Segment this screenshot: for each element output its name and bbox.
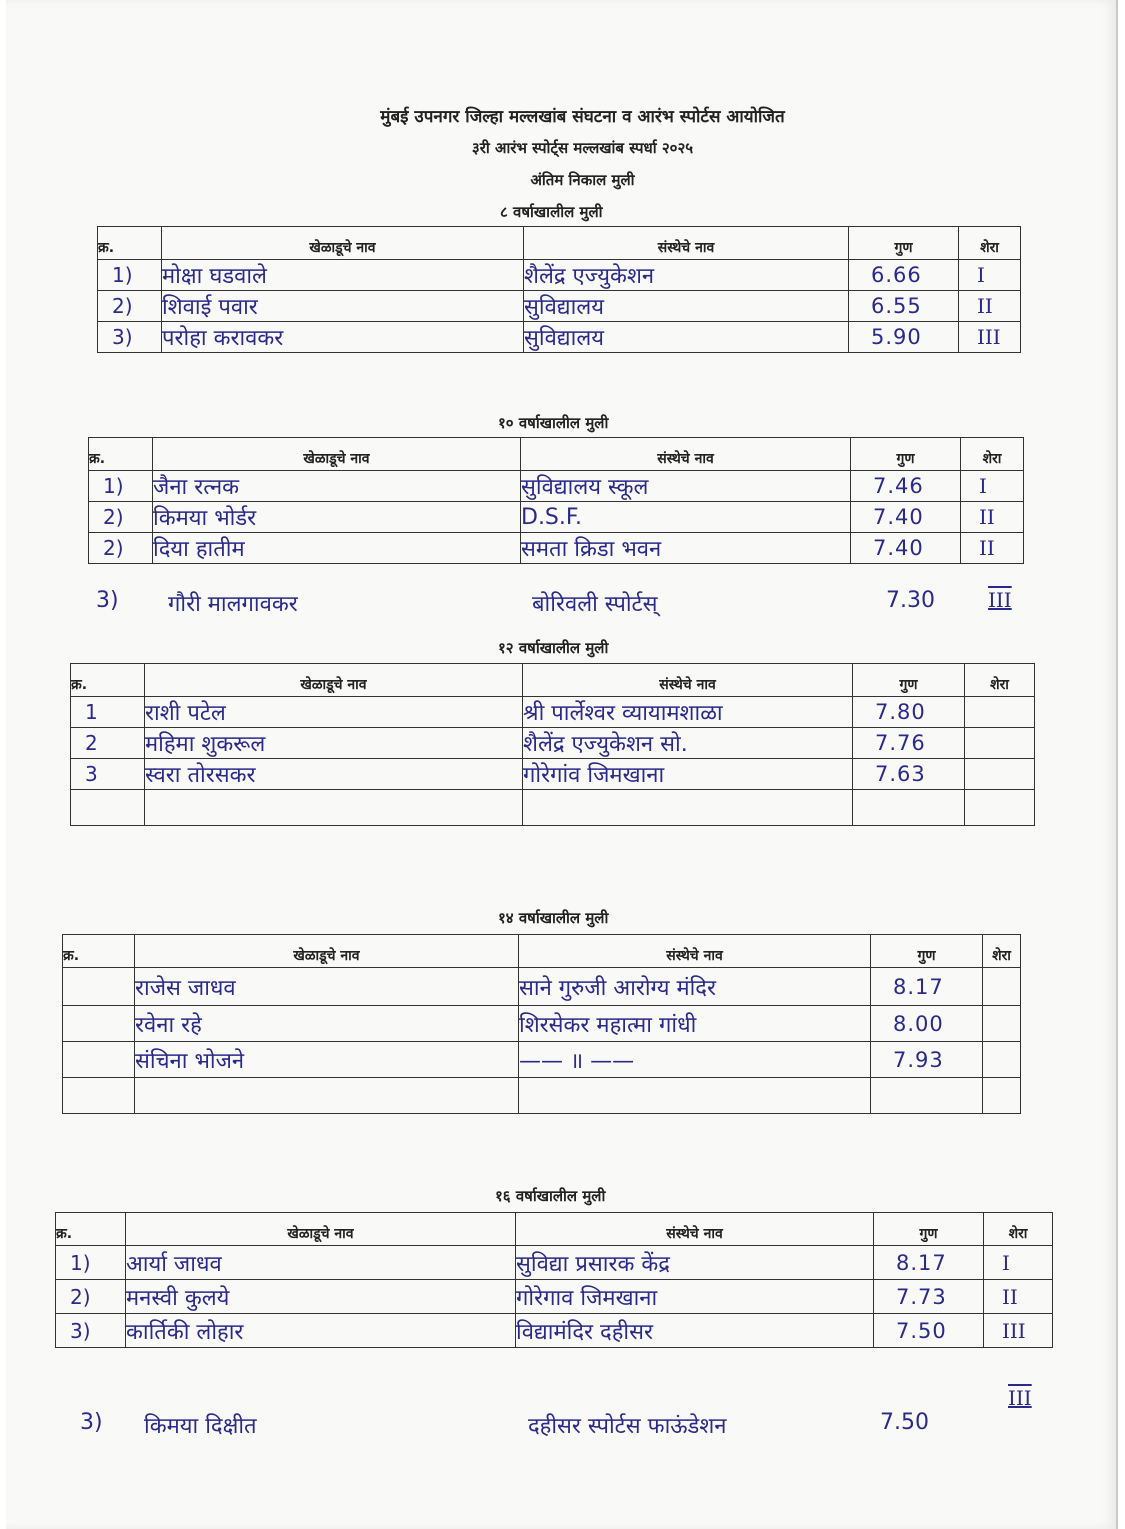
results-table-u12 [70,663,1035,826]
cell-score: 5.90 [849,322,959,353]
extra-entry-u16 [80,1386,1032,1439]
cell-remark: I [959,260,1021,291]
extra-player: किमया दिक्षीत [144,1414,257,1439]
cell-remark [965,759,1035,790]
cell-remark: II [961,533,1024,564]
col-remark: शेरा [984,1213,1053,1246]
cell-institute: गोरेगाव जिमखाना [516,1280,874,1314]
header-competition-line: ३री आरंभ स्पोर्ट्स मल्लखांब स्पर्धा २०२५ [471,139,694,157]
table-row [56,1280,1053,1314]
cell-sr: 1) [89,471,153,502]
table-row [63,1042,1021,1078]
cell-score [853,790,965,826]
col-institute: संस्थेचे नाव [524,227,849,260]
cell-remark [965,728,1035,759]
col-score: गुण [871,935,983,968]
cell-player: स्वरा तोरसकर [145,759,523,790]
extra-score: 7.30 [886,588,935,613]
extra-player: गौरी मालगावकर [168,592,298,617]
cell-score: 7.50 [874,1314,984,1348]
col-remark: शेरा [965,664,1035,697]
cell-institute: सुविद्यालय [524,322,849,353]
cell-institute: विद्यामंदिर दहीसर [516,1314,874,1348]
col-player: खेळाडूचे नाव [153,438,521,471]
table-row [89,502,1024,533]
extra-remark: III [1008,1386,1032,1410]
col-player: खेळाडूचे नाव [135,935,519,968]
cell-sr: 3) [98,322,162,353]
cell-player [135,1078,519,1114]
cell-remark: I [961,471,1024,502]
cell-institute: श्री पार्लेश्वर व्यायामशाळा [523,697,853,728]
cell-remark [965,697,1035,728]
cell-score: 7.63 [853,759,965,790]
cell-score: 7.40 [851,502,961,533]
extra-entry-u10 [96,588,1012,617]
cell-sr: 2) [56,1280,126,1314]
section-title-u16: १६ वर्षाखालील मुली [495,1187,606,1205]
table-header-row [71,664,1035,697]
col-sr: क्र. [71,664,145,697]
cell-remark [983,1042,1021,1078]
section-title-u14: १४ वर्षाखालील मुली [498,909,609,927]
table-row [71,697,1035,728]
table-row [98,291,1021,322]
table-row [56,1314,1053,1348]
cell-remark [983,1006,1021,1042]
cell-score [871,1078,983,1114]
table-header-row [56,1213,1053,1246]
cell-player: मनस्वी कुलये [126,1280,516,1314]
cell-sr: 2 [71,728,145,759]
cell-remark: II [984,1280,1053,1314]
col-sr: क्र. [98,227,162,260]
cell-player: कार्तिकी लोहार [126,1314,516,1348]
results-table-u8 [97,226,1021,353]
col-remark: शेरा [961,438,1024,471]
cell-sr [71,790,145,826]
table-row [98,260,1021,291]
table-header-row [98,227,1021,260]
table-row [56,1246,1053,1280]
table-row [71,728,1035,759]
col-sr: क्र. [63,935,135,968]
cell-institute [519,1078,871,1114]
col-institute: संस्थेचे नाव [523,664,853,697]
cell-remark: III [984,1314,1053,1348]
cell-player: महिमा शुकरूल [145,728,523,759]
col-player: खेळाडूचे नाव [126,1213,516,1246]
col-institute: संस्थेचे नाव [519,935,871,968]
cell-player [145,790,523,826]
col-sr: क्र. [89,438,153,471]
cell-score: 8.17 [874,1246,984,1280]
section-title-u12: १२ वर्षाखालील मुली [498,639,609,657]
cell-institute: शिरसेकर महात्मा गांधी [519,1006,871,1042]
col-score: गुण [853,664,965,697]
table-header-row [63,935,1021,968]
cell-sr [63,968,135,1006]
cell-institute: सुविद्यालय स्कूल [521,471,851,502]
header-organizer-line: मुंबई उपनगर जिल्हा मल्लखांब संघटना व आरंभ स्पोर्टस आयोजित [380,107,785,127]
cell-score: 6.55 [849,291,959,322]
results-table-u10 [88,437,1024,564]
cell-sr [63,1006,135,1042]
col-sr: क्र. [56,1213,126,1246]
col-institute: संस्थेचे नाव [521,438,851,471]
cell-sr: 2) [98,291,162,322]
table-header-row [89,438,1024,471]
table-row [63,1006,1021,1042]
cell-institute: —— ॥ —— [519,1042,871,1078]
cell-sr: 3) [56,1314,126,1348]
cell-remark: II [961,502,1024,533]
cell-score: 8.00 [871,1006,983,1042]
cell-sr: 1 [71,697,145,728]
table-row [71,759,1035,790]
cell-remark: II [959,291,1021,322]
results-table-u16 [55,1212,1053,1348]
cell-remark [965,790,1035,826]
extra-sr: 3) [80,1410,103,1435]
cell-institute: गोरेगांव जिमखाना [523,759,853,790]
cell-institute: समता क्रिडा भवन [521,533,851,564]
extra-remark: III [988,588,1012,612]
cell-player: परोहा करावकर [162,322,524,353]
cell-institute: सुविद्या प्रसारक केंद्र [516,1246,874,1280]
cell-sr: 1) [56,1246,126,1280]
cell-institute: सुविद्यालय [524,291,849,322]
cell-score: 8.17 [871,968,983,1006]
header-result-line: अंतिम निकाल मुली [530,171,635,189]
cell-institute: साने गुरुजी आरोग्य मंदिर [519,968,871,1006]
extra-sr: 3) [96,588,119,613]
table-row [98,322,1021,353]
cell-remark [983,1078,1021,1114]
cell-player: किमया भोर्डर [153,502,521,533]
cell-player: रवेना रहे [135,1006,519,1042]
cell-score: 7.76 [853,728,965,759]
cell-sr: 2) [89,533,153,564]
cell-player: राजेस जाधव [135,968,519,1006]
cell-sr: 3 [71,759,145,790]
cell-player: आर्या जाधव [126,1246,516,1280]
cell-player: संचिना भोजने [135,1042,519,1078]
table-row [89,533,1024,564]
col-score: गुण [874,1213,984,1246]
col-score: गुण [851,438,961,471]
cell-sr: 2) [89,502,153,533]
cell-sr [63,1078,135,1114]
section-title-u10: १० वर्षाखालील मुली [498,414,609,432]
cell-institute: D.S.F. [521,502,851,533]
results-table-u14 [62,934,1021,1114]
cell-player: दिया हातीम [153,533,521,564]
cell-score: 7.46 [851,471,961,502]
cell-institute: शैलेंद्र एज्युकेशन सो. [523,728,853,759]
cell-sr: 1) [98,260,162,291]
table-row [63,968,1021,1006]
table-row [89,471,1024,502]
cell-remark [983,968,1021,1006]
cell-player: शिवाई पवार [162,291,524,322]
cell-score: 6.66 [849,260,959,291]
cell-player: जैना रत्नक [153,471,521,502]
cell-player: राशी पटेल [145,697,523,728]
section-title-u8: ८ वर्षाखालील मुली [500,203,603,221]
extra-score: 7.50 [880,1410,929,1435]
cell-remark: I [984,1246,1053,1280]
cell-player: मोक्षा घडवाले [162,260,524,291]
cell-score: 7.80 [853,697,965,728]
table-row [63,1078,1021,1114]
cell-institute [523,790,853,826]
col-remark: शेरा [983,935,1021,968]
extra-institute: दहीसर स्पोर्टस फाऊंडेशन [528,1414,727,1439]
col-institute: संस्थेचे नाव [516,1213,874,1246]
cell-remark: III [959,322,1021,353]
cell-score: 7.73 [874,1280,984,1314]
cell-score: 7.93 [871,1042,983,1078]
col-player: खेळाडूचे नाव [145,664,523,697]
col-remark: शेरा [959,227,1021,260]
table-row [71,790,1035,826]
cell-institute: शैलेंद्र एज्युकेशन [524,260,849,291]
cell-score: 7.40 [851,533,961,564]
col-player: खेळाडूचे नाव [162,227,524,260]
cell-sr [63,1042,135,1078]
extra-institute: बोरिवली स्पोर्टस् [532,592,658,617]
col-score: गुण [849,227,959,260]
